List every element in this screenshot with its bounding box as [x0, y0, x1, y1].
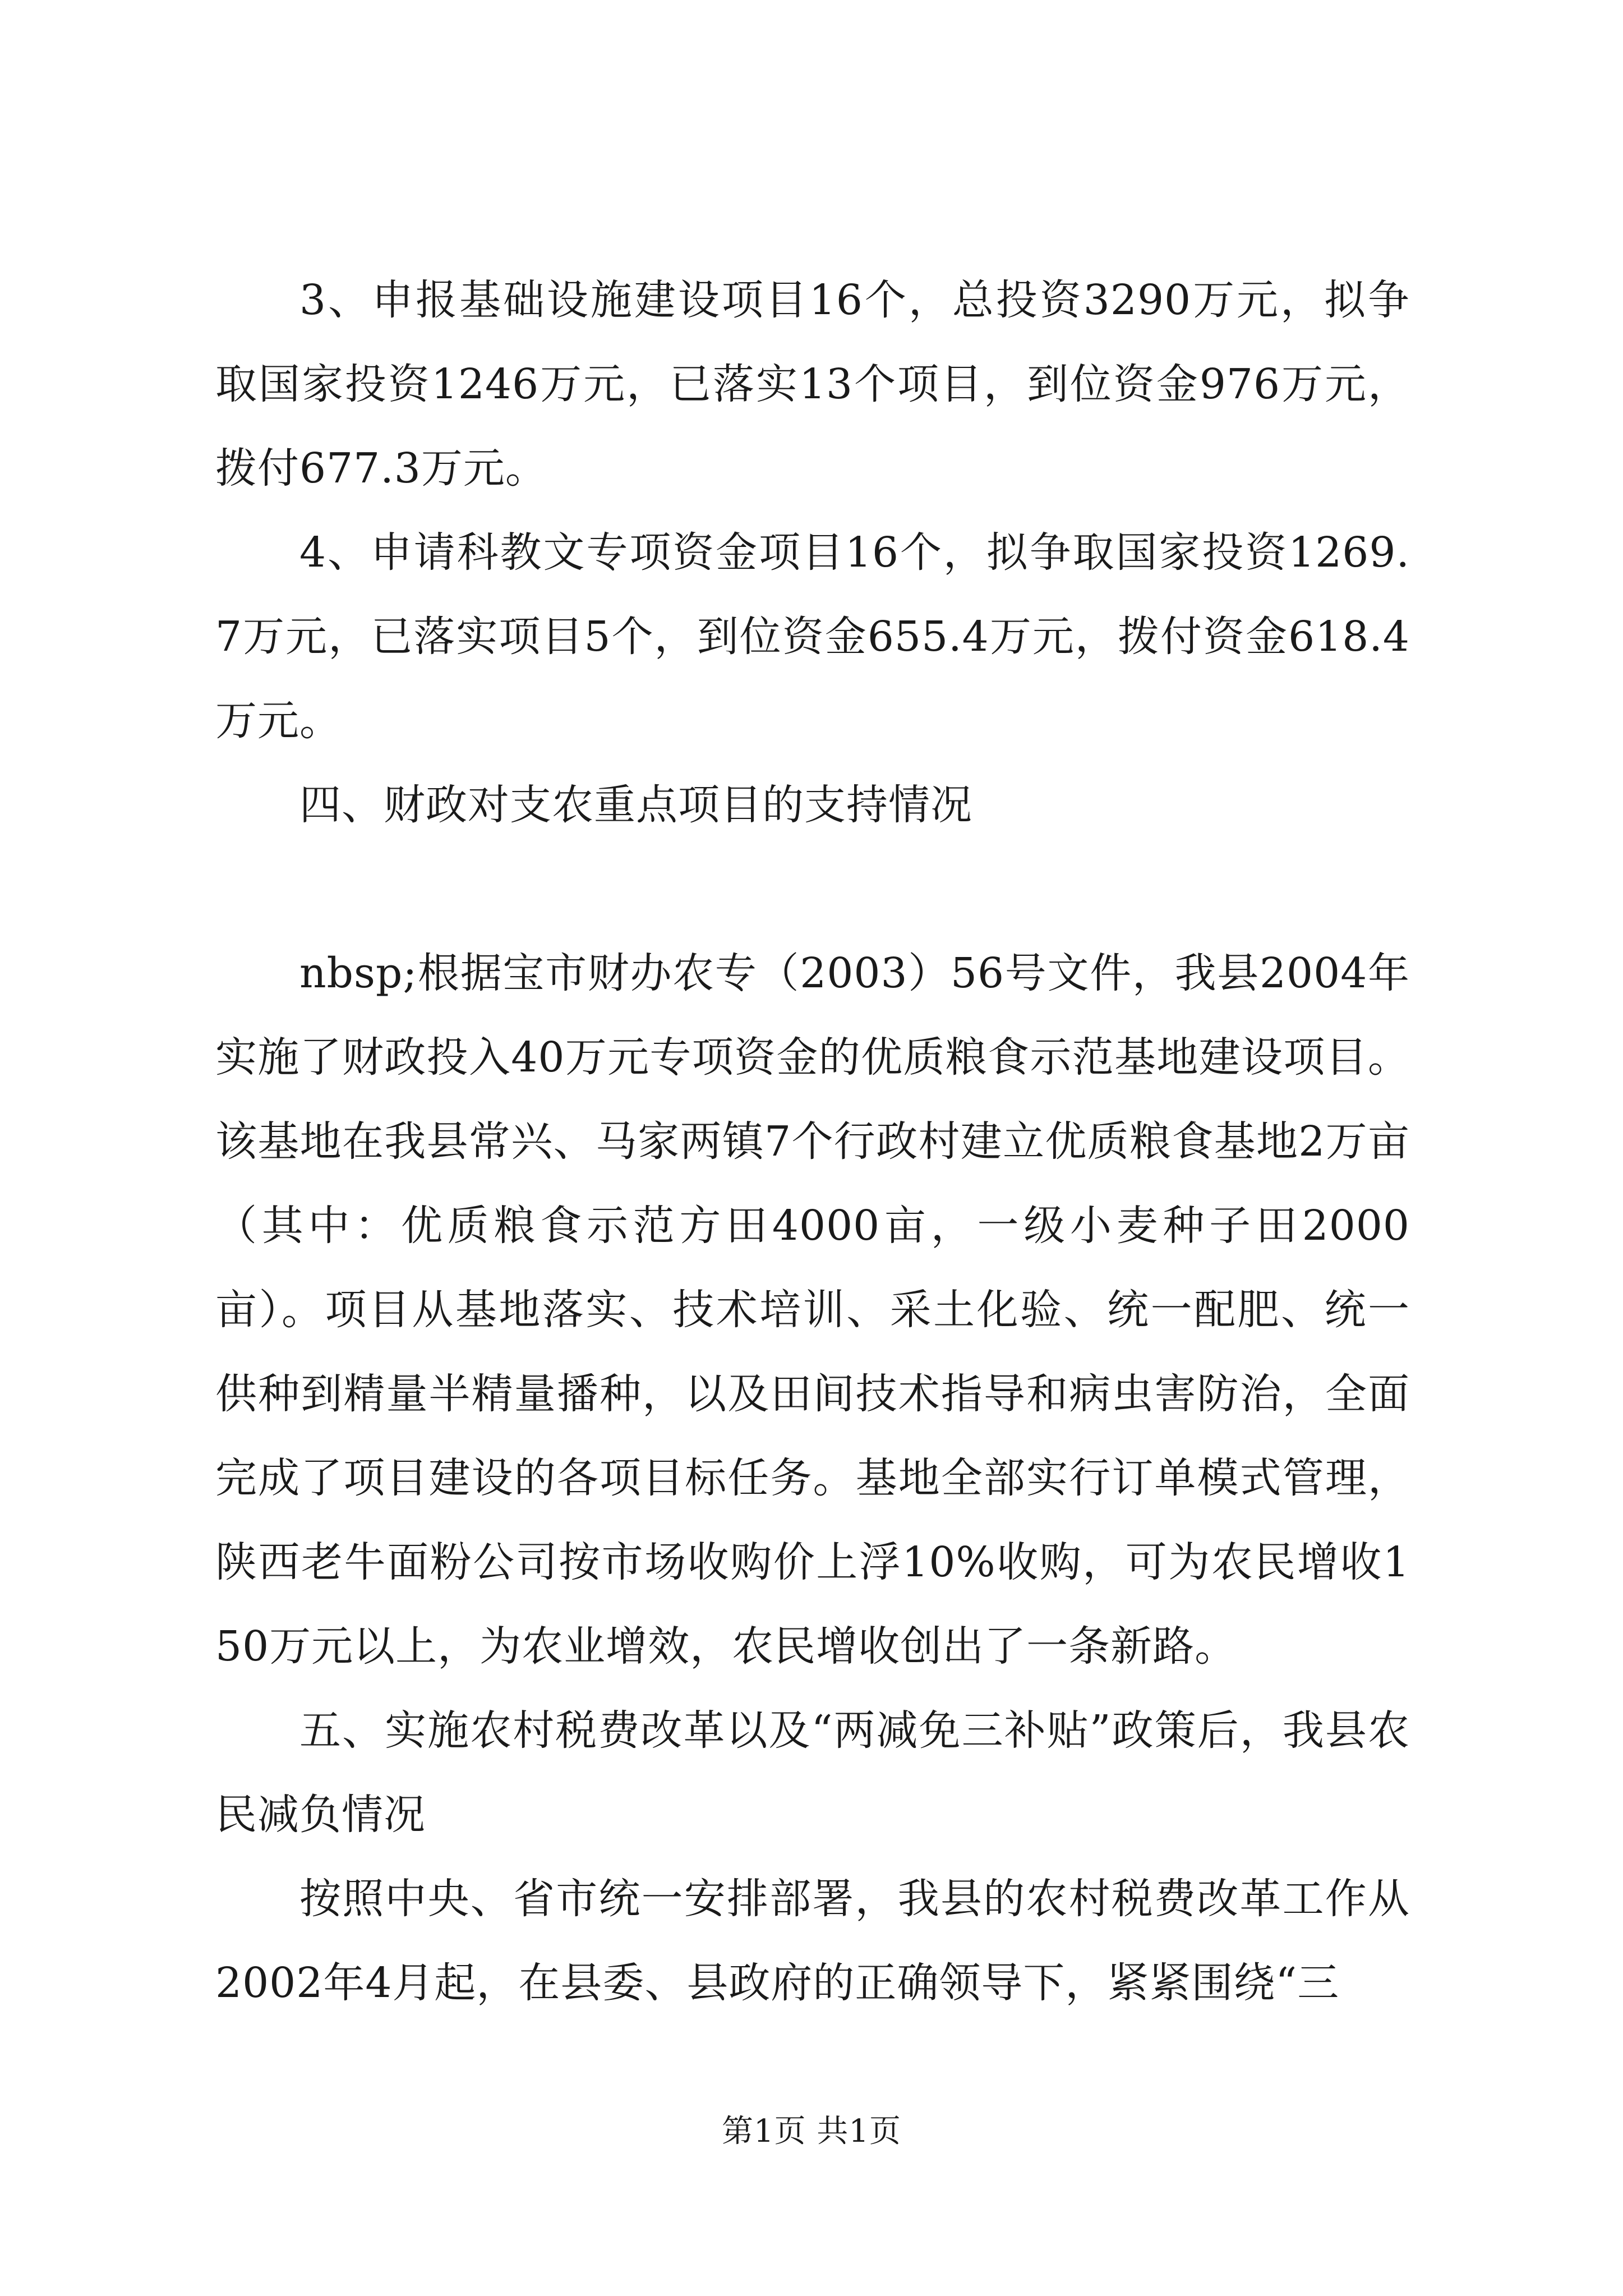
- paragraph-science-education-projects: 4、申请科教文专项资金项目16个，拟争取国家投资1269.7万元，已落实项目5个，到位资金655.4万元，拨付资金618.4万元。: [215, 528, 1410, 745]
- document-body: [215, 258, 1410, 2025]
- section-heading-five: 五、实施农村税费改革以及“两减免三补贴”政策后，我县农民减负情况: [215, 1706, 1410, 1839]
- paragraph-tax-reform: 按照中央、省市统一安排部署，我县的农村税费改革工作从2002年4月起，在县委、县政府的正确领导下，紧紧围绕“三: [215, 1875, 1410, 2007]
- paragraph-infrastructure-projects: 3、申报基础设施建设项目16个，总投资3290万元，拟争取国家投资1246万元，已落实13个项目，到位资金976万元，拨付677.3万元。: [215, 276, 1410, 493]
- paragraph-grain-base-project: nbsp;根据宝市财办农专（2003）56号文件，我县2004年实施了财政投入40万元专项资金的优质粮食示范基地建设项目。该基地在我县常兴、马家两镇7个行政村建立优质粮食基地2万亩（其中：优质粮食示范方田4000亩，一级小麦种子田2000亩）。项目从基地落实、技术培训、采土化验、统一配肥、统一供种到精量半精量播种，以及田间技术指导和病虫害防治，全面完成了项目建设的各项目标任务。基地全部实行订单模式管理，陕西老牛面粉公司按市场收购价上浮10%收购，可为农民增收150万元以上，为农业增效，农民增收创出了一条新路。: [215, 949, 1410, 1671]
- page-footer: 第1页 共1页: [721, 2113, 902, 2150]
- section-heading-four: 四、财政对支农重点项目的支持情况: [299, 781, 972, 829]
- paragraph-gap: [215, 847, 1410, 931]
